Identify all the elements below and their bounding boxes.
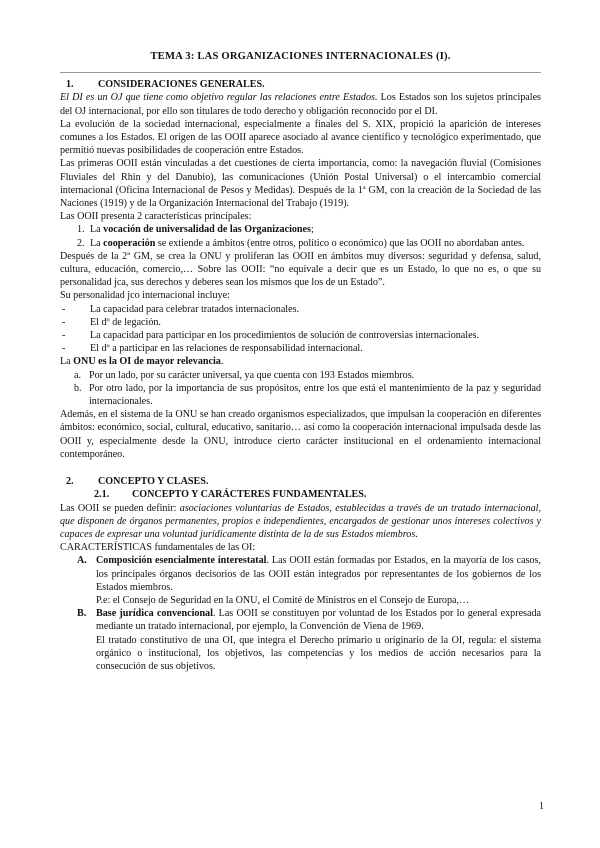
subsection-number: 2.1. — [94, 489, 110, 501]
subsection-title: CONCEPTO Y CARÁCTERES FUNDAMENTALES. — [132, 489, 367, 501]
paragraph: La ONU es la OI de mayor relevancia. — [60, 356, 224, 368]
list-item-text: Composición esencialmente interestatal. Las OOII están formadas por Estados, en la mayoría de los casos, los principales órganos decisorios de las OOII están integrados por representantes de los gobiernos de los Estados miembros. — [96, 555, 541, 593]
list-marker: 2. — [77, 237, 85, 249]
characteristics-list — [60, 223, 541, 249]
section-title: CONSIDERACIONES GENERALES. — [98, 79, 265, 91]
list-item-text: La cooperación se extiende a ámbitos (entre otros, político o económico) que las OOII no abordaban antes. — [90, 237, 525, 249]
italic-definition: El DI es un OJ que tiene como objetivo regular las relaciones entre Estados. — [60, 92, 378, 104]
characteristic-b — [60, 607, 541, 633]
list-item-text: El dº a participar en las relaciones de responsabilidad internacional. — [90, 343, 363, 355]
paragraph: Las OOII presenta 2 características principales: — [60, 211, 252, 223]
paragraph: Su personalidad jco internacional incluye: — [60, 290, 230, 302]
personality-list — [60, 303, 541, 356]
list-marker: b. — [74, 382, 82, 394]
list-item-text: Base jurídica convencional. Las OOII se constituyen por voluntad de los Estados por lo general expresada mediante un tratado internacional, por ejemplo, la Convención de Viena de 1969. — [96, 608, 541, 633]
characteristic-b-detail: El tratado constitutivo de una OI, que integra el Derecho primario u originario de la OI, regula: el sistema orgánico o institucional, los objetivos, las competencias y los medios de acción necesarios para la consecución de sus objetivos. — [96, 634, 541, 672]
list-marker: - — [62, 303, 66, 315]
paragraph — [60, 91, 541, 117]
list-marker: a. — [74, 369, 82, 381]
list-item — [60, 329, 541, 342]
subsection-2-1-heading — [94, 488, 541, 501]
italic-definition: asociaciones voluntarias de Estados, establecidas a través de un tratado internacional, que disponen de órganos permanentes, propios e independientes, encargados de gestionar unos intereses colectivos y capaces de expresar una voluntad jurídicamente distinta de la de sus Estados miembros — [60, 502, 541, 540]
list-marker: - — [62, 343, 66, 355]
document-body — [60, 50, 541, 673]
list-item — [60, 342, 541, 355]
example-paragraph: P.e: el Consejo de Seguridad en la ONU, el Comité de Ministros en el Consejo de Europa,… — [96, 594, 470, 606]
section-2-heading — [60, 475, 541, 488]
list-marker: - — [62, 316, 66, 328]
list-item-text: El dº de legación. — [90, 316, 161, 328]
page-title: TEMA 3: LAS ORGANIZACIONES INTERNACIONALES (I). — [150, 51, 451, 62]
paragraph: CARACTERÍSTICAS fundamentales de las OI: — [60, 542, 256, 554]
section-number: 1. — [66, 79, 74, 91]
list-marker: - — [62, 330, 66, 342]
list-item-text: La capacidad para participar en los procedimientos de solución de controversias internacionales. — [90, 330, 480, 342]
paragraph: Después de la 2ª GM, se crea la ONU y proliferan las OOII en ámbitos muy diversos: seguridad y defensa, salud, cultura, educación, comercio,… Sobre las OOII: “no equivale a decir que es un Estado, lo que no es, o que su personalidad jca, sus derechos y deberes sean los mismos que los de un Estado”. — [60, 250, 541, 289]
page-number: 1 — [539, 801, 544, 812]
paragraph: Las OOII se pueden definir: asociaciones voluntarias de Estados, establecidas a través de un tratado internacional, que disponen de órganos permanentes, propios e independientes, encargados de gestionar unos intereses colectivos y capaces de expresar una voluntad jurídicamente distinta de la de sus Estados miembros. — [60, 502, 541, 540]
paragraph: Las primeras OOII están vinculadas a det cuestiones de cierta importancia, como: la navegación fluvial (Comisiones Fluviales del Rhin y del Danubio), las comunicaciones (Unión Postal Universal) o el intercambio comercial internacional (Oficina Internacional de Pesos y Medidas). Después de la 1ª GM, con la creación de la Sociedad de las Naciones (1919) y de la Organización Internacional del Trabajo (1919). — [60, 158, 541, 210]
list-marker: B. — [77, 608, 87, 620]
list-item-text: La vocación de universalidad de las Organizaciones; — [90, 224, 314, 236]
list-item — [60, 382, 541, 408]
section-number: 2. — [66, 476, 74, 488]
onu-list — [60, 369, 541, 409]
paragraph: Además, en el sistema de la ONU se han creado organismos especializados, que impulsan la cooperación en diferentes ámbitos: económico, social, cultural, educativo, sanitario… así como la cooperación internacional impulsada desde las OOII y, especialmente desde la ONU, introduce cierto carácter institucional en el ordenamiento internacional contemporáneo. — [60, 409, 541, 460]
list-item-text: Por otro lado, por la importancia de sus propósitos, entre los que está el mantenimiento de la paz y seguridad internacionales. — [89, 382, 541, 408]
list-item-text: La capacidad para celebrar tratados internacionales. — [90, 303, 300, 315]
list-item — [60, 237, 541, 250]
list-marker: A. — [77, 555, 87, 567]
paragraph: La evolución de la sociedad internacional, especialmente a finales del S. XIX, propició la aparición de intereses comunes a los Estados. El origen de las OOII aparece asociado al avance científico y tecnológico experimentado, que permitió nuevas posibilidades de cooperación entre Estados. — [60, 118, 541, 157]
list-item — [60, 303, 541, 316]
list-item-text: Por un lado, por su carácter universal, ya que cuenta con 193 Estados miembros. — [89, 369, 415, 381]
list-item — [60, 316, 541, 329]
paragraph-text: Los Estados son los sujetos principales del OJ internacional, por ello son titulares de todo derecho y obligación reconocido por el DI. — [60, 92, 541, 117]
list-marker: 1. — [77, 224, 85, 236]
list-item — [60, 223, 541, 236]
section-1-heading — [60, 78, 541, 91]
characteristic-a — [60, 554, 541, 594]
title-divider — [60, 72, 541, 73]
list-item — [60, 369, 541, 382]
section-title: CONCEPTO Y CLASES. — [98, 476, 209, 488]
